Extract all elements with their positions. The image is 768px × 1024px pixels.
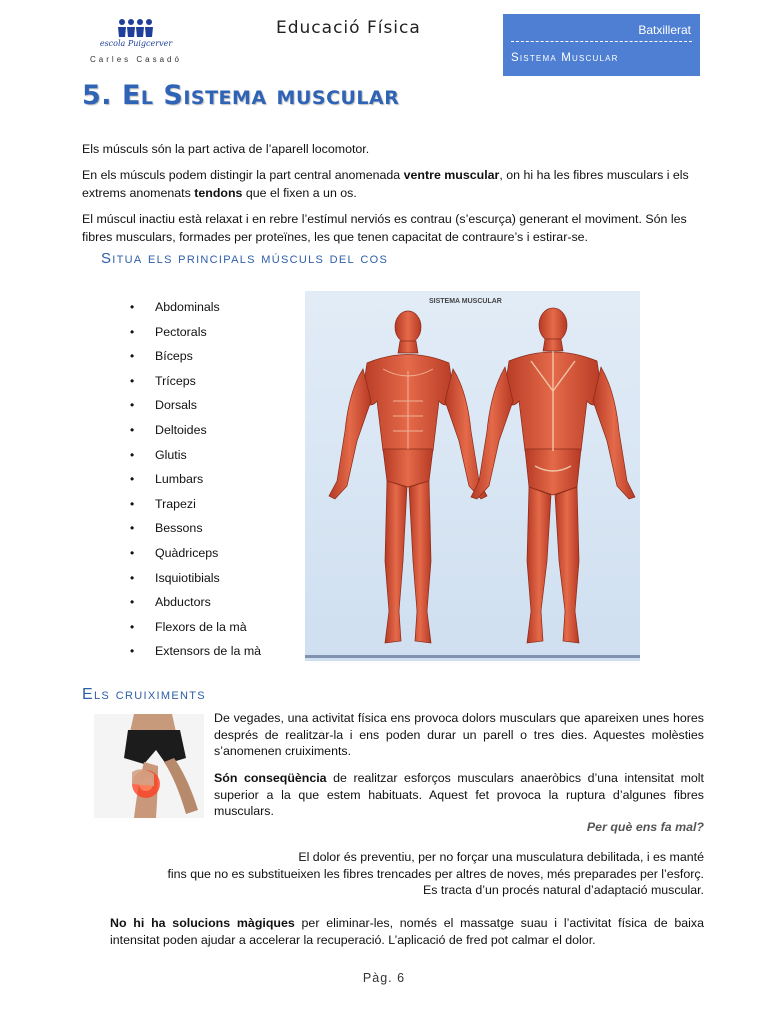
- page-title: 5. El Sistema muscular: [82, 80, 400, 111]
- intro-paragraph-3: El múscul inactiu està relaxat i en rebre l’estímul nerviós es contrau (s’escurça) generant el moviment. Són les fibres musculars, formades per proteïnes, les que tenen capacitat de contraure’s i estirar-se.: [82, 212, 687, 244]
- term-ventre-muscular: ventre muscular: [403, 168, 500, 182]
- subject-title: Educació Física: [276, 18, 421, 38]
- list-item: • Glutis: [130, 445, 261, 470]
- leg-pain-photo: [94, 714, 204, 818]
- school-logo: [86, 18, 186, 64]
- list-item: • Quàdriceps: [130, 543, 261, 568]
- muscular-system-figure: [305, 291, 640, 661]
- list-item: • Dorsals: [130, 395, 261, 420]
- intro-paragraph-2: En els músculs podem distingir la part central anomenada ventre muscular, on hi ha les fibres musculars i els extrems anomenats tendons que el fixen a un os.: [82, 168, 689, 200]
- list-item: • Bíceps: [130, 346, 261, 371]
- list-item: • Abductors: [130, 592, 261, 617]
- list-item: • Lumbars: [130, 469, 261, 494]
- question-heading: Per què ens fa mal?: [586, 820, 704, 834]
- answer-line: fins que no es substitueixen les fibres trencades per altres de noves, més preparades per l’esforç.: [167, 866, 704, 881]
- cruiximents-paragraph-1: De vegades, una activitat física ens provoca dolors musculars que apareixen unes hores després de realitzar-la i ens poden durar un parell o tres dies. Aquestes molèsties s’anomenen cruiximents.: [214, 711, 704, 758]
- list-item: • Deltoides: [130, 420, 261, 445]
- logo-text: escola Puigcerver: [99, 39, 173, 48]
- topic-label: Sistema Muscular: [511, 52, 619, 64]
- figure-caption: SISTEMA MUSCULAR: [429, 298, 502, 305]
- section-heading-muscles: Situa els principals músculs del cos: [101, 250, 389, 267]
- list-item: • Bessons: [130, 518, 261, 543]
- term-son-consequencia: Són conseqüència: [214, 771, 327, 785]
- list-item: • Tríceps: [130, 371, 261, 396]
- header-divider: [511, 41, 692, 42]
- answer-block: [167, 849, 704, 899]
- list-item: • Flexors de la mà: [130, 617, 261, 642]
- list-item: • Extensors de la mà: [130, 641, 261, 666]
- section-heading-cruiximents: Els cruiximents: [82, 686, 206, 703]
- list-item: • Isquiotibials: [130, 568, 261, 593]
- intro-paragraph-1: Els músculs són la part activa de l’aparell locomotor.: [82, 142, 370, 156]
- list-item: • Pectorals: [130, 322, 261, 347]
- list-item: • Abdominals: [130, 297, 261, 322]
- page-number: Pàg. 6: [362, 971, 406, 985]
- header-badge: [503, 14, 700, 76]
- people-icon: [117, 18, 155, 38]
- figure-baseline: [305, 655, 640, 658]
- level-label: Batxillerat: [638, 23, 691, 37]
- answer-line: Es tracta d’un procés natural d’adaptació muscular.: [422, 883, 704, 897]
- list-item: • Trapezi: [130, 494, 261, 519]
- closing-paragraph: No hi ha solucions màgiques per eliminar-les, només el massatge suau i l’activitat física de baixa intensitat poden ajudar a accelerar la recuperació. L’aplicació de fred pot calmar el dolor.: [110, 916, 704, 947]
- author-name: Carles Casadó: [90, 55, 182, 64]
- term-no-hi-ha-solucions: No hi ha solucions màgiques: [110, 916, 295, 930]
- cruiximents-paragraph-2: Són conseqüència de realitzar esforços musculars anaeròbics d’una intensitat molt superior a la que estem habituats. Aquest fet provoca la ruptura d’algunes fibres musculars.: [214, 771, 704, 818]
- term-tendons: tendons: [194, 186, 243, 200]
- muscle-list: [130, 297, 261, 666]
- answer-line: El dolor és preventiu, per no forçar una musculatura debilitada, i es manté: [298, 850, 704, 864]
